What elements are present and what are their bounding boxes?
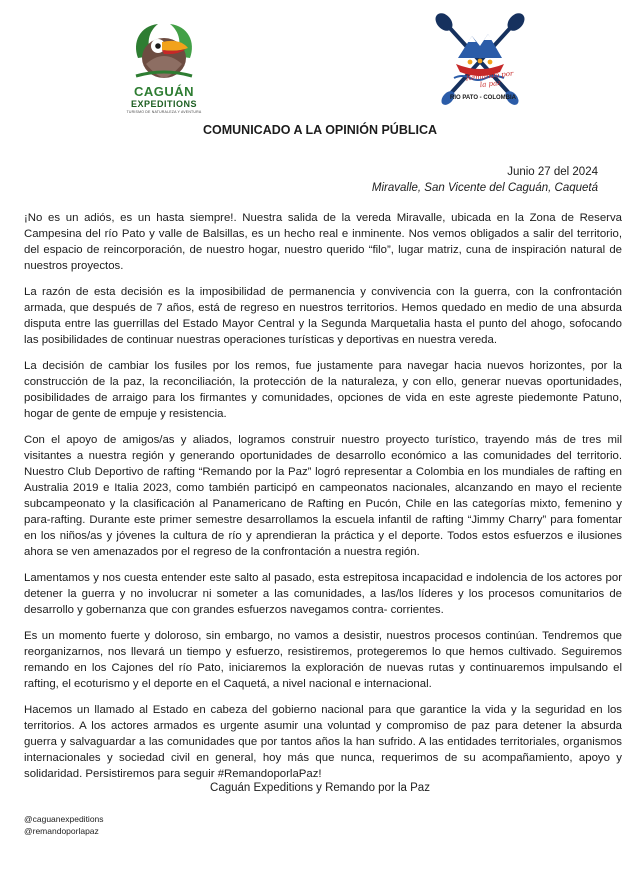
logo-name: CAGUÁN	[133, 84, 195, 99]
paragraph: La razón de esta decisión es la imposibilidad de permanencia y convivencia con la guerra, con la confrontación armada, que después de 7 años, está de regreso en nuestros territorios. Hemos quedado en medio de una absurda disputa entre las guerrillas del Estado Mayor Central y la Segunda Marquetalia hasta el punto del ahogo, sofocando las posibilidades de continuar nuestras operaciones turísticas y deportivas en nuestra vereda.	[24, 285, 622, 347]
signature: Caguán Expeditions y Remando por la Paz	[210, 782, 430, 794]
paragraph: ¡No es un adiós, es un hasta siempre!. Nuestra salida de la vereda Miravalle, ubicada en la Zona de Reserva Campesina del río Pato y valle de Balsillas, es un hecho real e inminente. Nos vemos obligados a salir del territorio, del espacio de reincorporación, de nuestro hogar, nuestro querido “filo”, lugar matriz, cuna de inspiración natural de nuestros proyectos.	[24, 212, 622, 273]
logo-subname: EXPEDITIONS	[130, 99, 197, 109]
social-handle: @remandoporlapaz	[24, 826, 99, 836]
logo-place: RIO PATO - COLOMBIA	[450, 95, 516, 101]
toucan-leaf-icon	[128, 18, 200, 82]
social-handle: @caguanexpeditions	[24, 814, 104, 824]
paragraph: Lamentamos y nos cuesta entender este salto al pasado, esta estrepitosa incapacidad e indolencia de los actores por detener la guerra y no involucrar ni someter a las comunidades, a las/los líderes y los procesos comunitarios de desarrollo y gobernanza que con grandes esfuerzos navegamos contra- corrientes.	[24, 571, 622, 617]
paragraph: La decisión de cambiar los fusiles por los remos, fue justamente para navegar hacia nuevos horizontes, por la construcción de la paz, la reconciliación, la protección de la naturaleza, y con ello, generar nuevas oportunidades, posibilidades de arraigo para los firmantes y comunidades, opciones de vida en este agreste piedemonte Patuno, hogar de gente de empuje y resistencia.	[24, 359, 622, 421]
paragraph: Con el apoyo de amigos/as y aliados, logramos construir nuestro proyecto turístico, trayendo más de tres mil visitantes a nuestra región y generando oportunidades de desarrollo económico a las comunidades del territorio. Nuestro Club Deportivo de rafting “Remando por la Paz” logró representar a Colombia en los mundiales de rafting en Australia 2019 e Italia 2023, como también participó en campeonatos nacionales, alcanzando en mayo el reciente subcampeonato y la clasificación al Panamericano de Rafting en Pucón, Chile en las categorías mixto, femenino y para-rafting. Durante este primer semestre desarrollamos la escuela infantil de rafting “Jimmy Charry” para fomentar en los niños/as y jóvenes la cultura de río y aprendieran la práctica y el deporte. Todos estos esfuerzos e ilusiones ahora se ven amenazados por el regreso de la confrontación a nuestra región.	[24, 433, 622, 559]
logo-remando-label: Remando por la paz	[465, 69, 514, 90]
paragraph: Es un momento fuerte y doloroso, sin embargo, no vamos a desistir, nuestros procesos continúan. Tendremos que reorganizarnos, nos llevará un tiempo y esfuerzo, resistiremos, protegeremos lo que hemos cultivado. Seguiremos remando en los Cajones del río Pato, iniciaremos la exploración de nuevas rutas y continuaremos impulsando el rafting, el ecoturismo y el deporte en el Caquetá, a nivel nacional e internacional.	[24, 629, 622, 690]
caguan-expeditions-logo	[128, 18, 200, 118]
social-handles	[24, 813, 104, 837]
document-body	[24, 210, 622, 792]
document-title: COMUNICADO A LA OPINIÓN PÚBLICA	[202, 123, 438, 137]
paragraph: Hacemos un llamado al Estado en cabeza del gobierno nacional para que garantice la vida y la seguridad en los territorios. A los actores armados es urgente asumir una voluntad y compromiso de paz para detener la absurda guerra y salvaguardar a las comunidades que por tantos años la han sufrido. A las entidades territoriales, organismos internacionales y sociedad civil en general, hoy más que nunca, requerimos de su acompañamiento, apoyo y solidaridad. Persistiremos para seguir #RemandoporlaPaz!	[24, 703, 622, 780]
logo-tagline: TURISMO DE NATURALEZA Y AVENTURA	[126, 110, 202, 114]
document-date: Junio 27 del 2024	[507, 166, 598, 178]
document-place: Miravalle, San Vicente del Caguán, Caquetá	[371, 182, 598, 194]
